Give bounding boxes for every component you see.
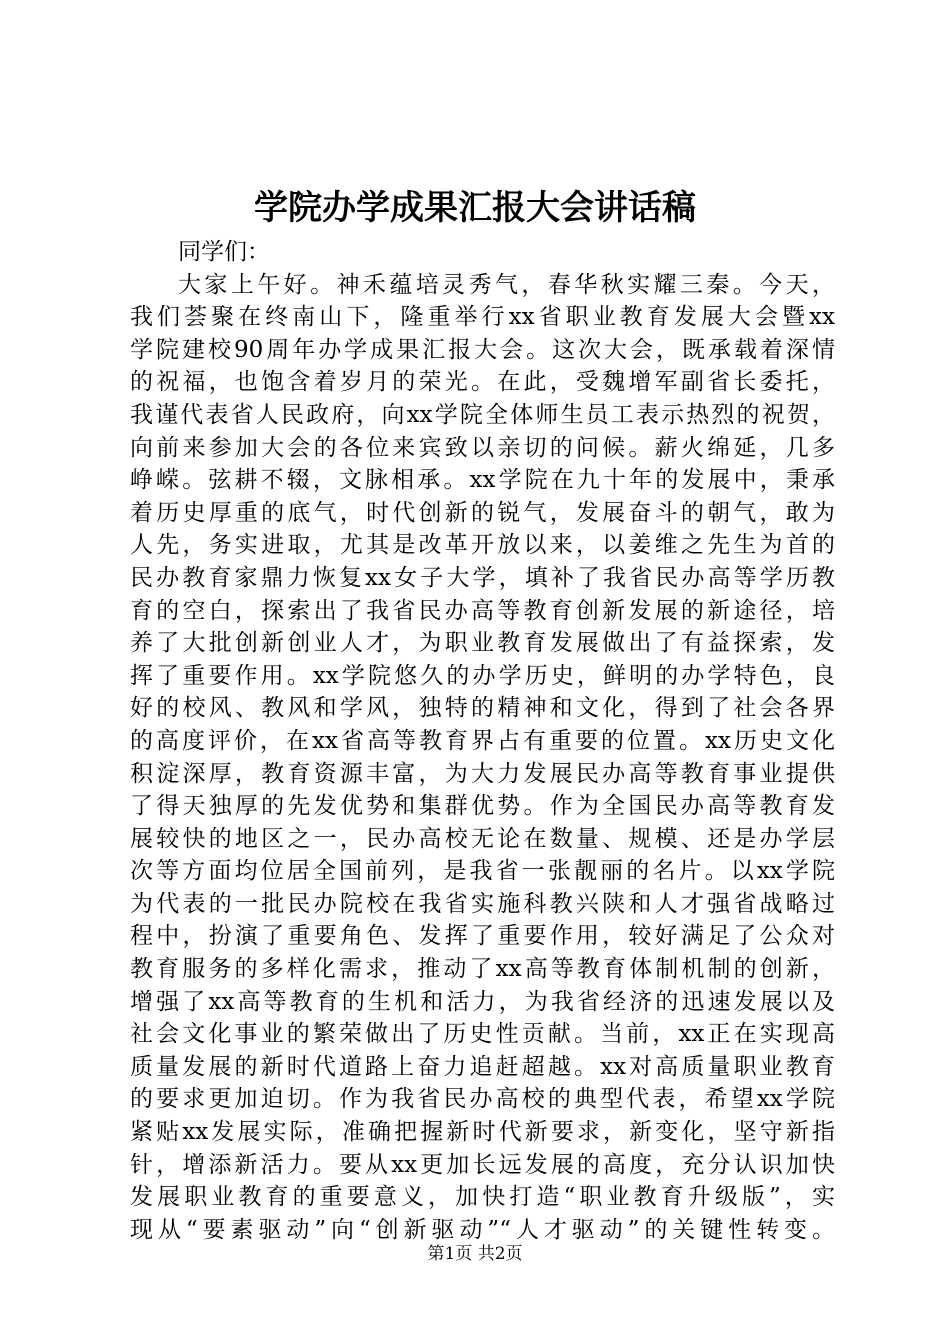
paragraph-line: 增强了xx高等教育的生机和活力，为我省经济的迅速发展以及 <box>130 988 835 1015</box>
document-title: 学院办学成果汇报大会讲话稿 <box>254 188 696 228</box>
speech-body <box>130 236 835 1246</box>
paragraph-line: 养了大批创新创业人才，为职业教育发展做出了有益探索，发 <box>130 630 835 657</box>
paragraph-line: 着历史厚重的底气，时代创新的锐气，发展奋斗的朝气，敢为 <box>130 499 835 526</box>
paragraph-line: 次等方面均位居全国前列，是我省一张靓丽的名片。以xx学院 <box>130 858 835 885</box>
paragraph-line: 社会文化事业的繁荣做出了历史性贡献。当前，xx正在实现高 <box>130 1021 835 1048</box>
paragraph-line: 现从“要素驱动”向“创新驱动”“人才驱动”的关键性转变。 <box>130 1216 835 1243</box>
paragraph-line: 积淀深厚，教育资源丰富，为大力发展民办高等教育事业提供 <box>130 760 835 787</box>
paragraph-line: 向前来参加大会的各位来宾致以亲切的问候。薪火绵延，几多 <box>130 434 835 461</box>
greeting-line: 同学们： <box>178 239 270 265</box>
paragraph-line: 针，增添新活力。要从xx更加长远发展的高度，充分认识加快 <box>130 1151 835 1178</box>
paragraph-line: 大家上午好。神禾蕴培灵秀气，春华秋实耀三秦。今天， <box>178 271 835 298</box>
paragraph-line: 程中，扮演了重要角色、发挥了重要作用，较好满足了公众对 <box>130 923 835 950</box>
paragraph-line: 为代表的一批民办院校在我省实施科教兴陕和人才强省战略过 <box>130 890 835 917</box>
paragraph-line: 的要求更加迫切。作为我省民办高校的典型代表，希望xx学院 <box>130 1086 835 1113</box>
paragraph-line: 育的空白，探索出了我省民办高等教育创新发展的新途径，培 <box>130 597 835 624</box>
paragraph-line: 的祝福，也饱含着岁月的荣光。在此，受魏增军副省长委托， <box>130 369 835 396</box>
paragraph-line: 挥了重要作用。xx学院悠久的办学历史，鲜明的办学特色，良 <box>130 662 835 689</box>
paragraph-line: 学院建校90周年办学成果汇报大会。这次大会，既承载着深情 <box>130 336 835 363</box>
paragraph-line: 教育服务的多样化需求，推动了xx高等教育体制机制的创新， <box>130 956 835 983</box>
paragraph-line: 展较快的地区之一，民办高校无论在数量、规模、还是办学层 <box>130 825 835 852</box>
paragraph-line: 好的校风、教风和学风，独特的精神和文化，得到了社会各界 <box>130 695 835 722</box>
paragraph-line: 质量发展的新时代道路上奋力追赶超越。xx对高质量职业教育 <box>130 1053 835 1080</box>
paragraph-line: 峥嵘。弦耕不辍，文脉相承。xx学院在九十年的发展中，秉承 <box>130 467 835 494</box>
paragraph-line: 的高度评价，在xx省高等教育界占有重要的位置。xx历史文化 <box>130 727 835 754</box>
paragraph-line: 紧贴xx发展实际，准确把握新时代新要求，新变化，坚守新指 <box>130 1119 835 1146</box>
paragraph-line: 人先，务实进取，尤其是改革开放以来，以姜维之先生为首的 <box>130 532 835 559</box>
paragraph-line: 我们荟聚在终南山下，隆重举行xx省职业教育发展大会暨xx <box>130 304 835 331</box>
paragraph-line: 发展职业教育的重要意义，加快打造“职业教育升级版”，实 <box>130 1184 835 1211</box>
page-number-footer: 第1页 共2页 <box>427 1244 523 1264</box>
paragraph-line: 我谨代表省人民政府，向xx学院全体师生员工表示热烈的祝贺， <box>130 401 835 428</box>
paragraph-line: 民办教育家鼎力恢复xx女子大学，填补了我省民办高等学历教 <box>130 564 835 591</box>
paragraph-line: 了得天独厚的先发优势和集群优势。作为全国民办高等教育发 <box>130 793 835 820</box>
